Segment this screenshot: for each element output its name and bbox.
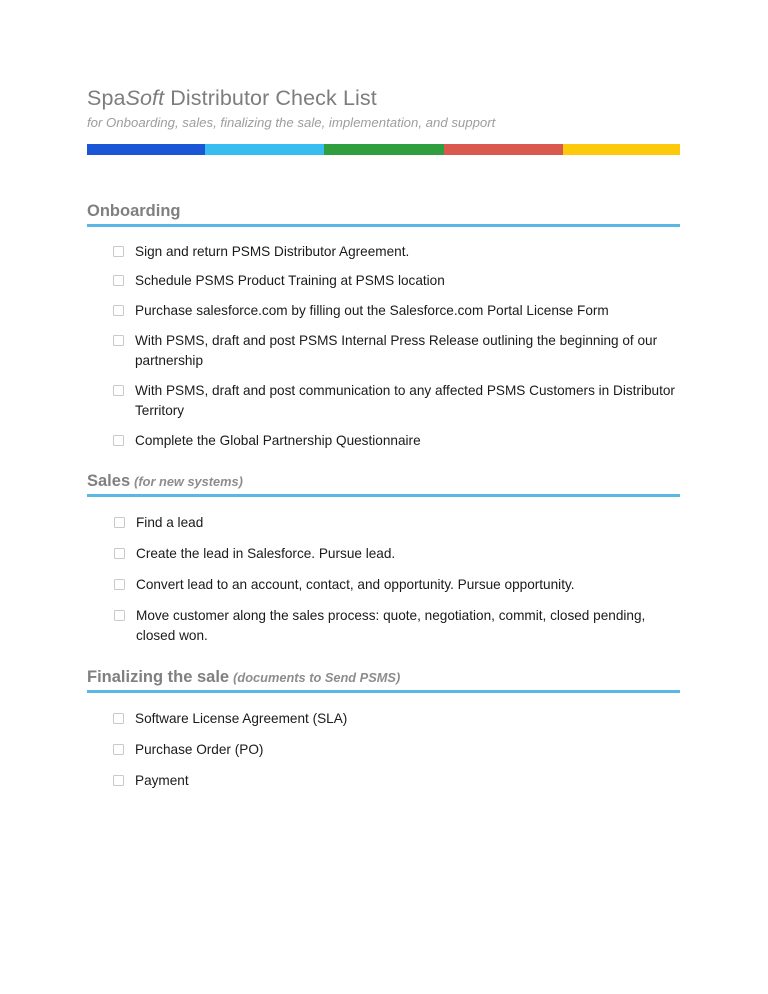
checklist-item[interactable] <box>114 513 680 533</box>
checklist-item[interactable] <box>114 575 680 595</box>
accent-bar-segment-green <box>324 144 444 155</box>
section-finalizing <box>87 668 680 791</box>
checkbox-unchecked-icon[interactable] <box>114 610 125 621</box>
checklist-item[interactable] <box>114 606 680 646</box>
checklist-item[interactable] <box>114 544 680 564</box>
section-heading-sales <box>87 472 680 497</box>
checklist-item-label: Purchase salesforce.com by filling out the Salesforce.com Portal License Form <box>135 303 609 319</box>
accent-color-bar <box>87 144 680 155</box>
checkbox-unchecked-icon[interactable] <box>114 579 125 590</box>
checklist-item[interactable] <box>113 431 680 451</box>
checklist-item[interactable] <box>113 381 680 421</box>
checklist-item-label: Complete the Global Partnership Questionnaire <box>135 433 421 449</box>
checklist-item-label: Software License Agreement (SLA) <box>135 711 348 727</box>
accent-bar-segment-light-blue <box>205 144 324 155</box>
checkbox-unchecked-icon[interactable] <box>113 246 124 257</box>
checkbox-unchecked-icon[interactable] <box>113 385 124 396</box>
checkbox-unchecked-icon[interactable] <box>113 713 124 724</box>
checkbox-unchecked-icon[interactable] <box>114 517 125 528</box>
checkbox-unchecked-icon[interactable] <box>114 548 125 559</box>
checklist-item[interactable] <box>113 301 680 321</box>
accent-bar-segment-red <box>444 144 563 155</box>
checklist-sales <box>87 513 680 646</box>
section-title: Finalizing the sale <box>87 668 230 687</box>
section-note: (documents to Send PSMS) <box>233 670 401 686</box>
checklist-onboarding <box>87 242 680 452</box>
accent-bar-segment-yellow <box>563 144 680 155</box>
checklist-item[interactable] <box>113 740 680 760</box>
checklist-item[interactable] <box>113 709 680 729</box>
title-suffix: Distributor Check List <box>164 86 377 110</box>
checklist-item[interactable] <box>113 331 680 371</box>
checkbox-unchecked-icon[interactable] <box>113 775 124 786</box>
checklist-item-label: Move customer along the sales process: quote, negotiation, commit, closed pending, closed won. <box>136 608 646 644</box>
page-subtitle: for Onboarding, sales, finalizing the sale, implementation, and support <box>87 115 496 131</box>
document-content <box>87 86 680 802</box>
checklist-item-label: Purchase Order (PO) <box>135 742 264 758</box>
checkbox-unchecked-icon[interactable] <box>113 435 124 446</box>
document-header <box>87 86 680 155</box>
page-title <box>87 86 680 111</box>
section-onboarding <box>87 202 680 452</box>
section-title: Sales <box>87 472 131 491</box>
checkbox-unchecked-icon[interactable] <box>113 305 124 316</box>
section-title: Onboarding <box>87 201 181 220</box>
checklist-item[interactable] <box>113 242 680 262</box>
checklist-item[interactable] <box>113 771 680 791</box>
title-prefix: Spa <box>87 86 126 110</box>
accent-bar-segment-blue <box>87 144 205 155</box>
checklist-item-label: Create the lead in Salesforce. Pursue lead. <box>136 546 396 562</box>
checklist-item-label: Payment <box>135 773 189 789</box>
checklist-item-label: Find a lead <box>136 515 204 531</box>
checklist-item-label: Sign and return PSMS Distributor Agreement. <box>135 243 410 259</box>
checklist-item-label: Convert lead to an account, contact, and opportunity. Pursue opportunity. <box>136 577 575 593</box>
checkbox-unchecked-icon[interactable] <box>113 335 124 346</box>
section-sales <box>87 472 680 646</box>
section-heading-onboarding <box>87 202 680 227</box>
checkbox-unchecked-icon[interactable] <box>113 744 124 755</box>
title-italic-brand: Soft <box>125 86 165 110</box>
section-heading-finalizing <box>87 668 680 693</box>
checklist-item-label: With PSMS, draft and post communication to any affected PSMS Customers in Distributor Territory <box>135 383 675 419</box>
checklist-finalizing <box>87 709 680 791</box>
checkbox-unchecked-icon[interactable] <box>113 275 124 286</box>
checklist-item-label: With PSMS, draft and post PSMS Internal Press Release outlining the beginning of our partnership <box>135 333 658 369</box>
checklist-item-label: Schedule PSMS Product Training at PSMS location <box>135 273 445 289</box>
checklist-item[interactable] <box>113 271 680 291</box>
checklist-sections <box>87 202 680 792</box>
section-note: (for new systems) <box>134 474 243 490</box>
